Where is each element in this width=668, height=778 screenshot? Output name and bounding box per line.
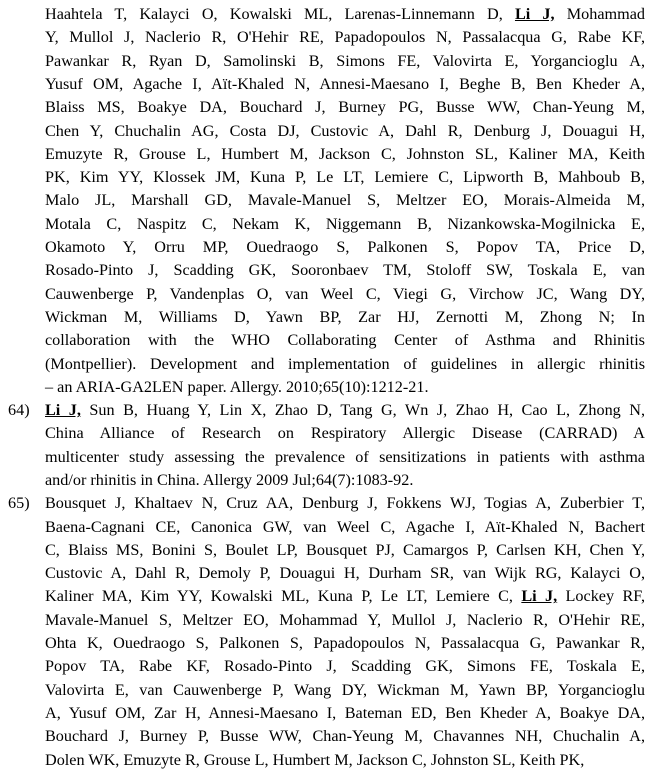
reference-line: – an ARIA-GA2LEN paper. Allergy. 2010;65(10):1212-21. (45, 377, 429, 396)
reference-line: Pawankar R, Ryan D, Samolinski B, Simons FE, Valovirta E, Yorgancioglu A, (45, 51, 645, 70)
reference-line: Popov TA, Rabe KF, Rosado-Pinto J, Scadding GK, Simons FE, Toskala E, (45, 657, 645, 676)
reference-line: Yusuf OM, Agache I, Aït-Khaled N, Annesi-Maesano I, Beghe B, Ben Kheder A, (45, 74, 645, 93)
reference-line: Dolen WK, Emuzyte R, Grouse L, Humbert M, Jackson C, Johnston SL, Keith PK, (45, 750, 585, 769)
highlighted-author: Li J, (521, 587, 558, 606)
reference-number: 65) (8, 494, 30, 513)
highlighted-author: Li J, (45, 401, 81, 420)
reference-line: (Montpellier). Development and implementation of guidelines in allergic rhinitis (45, 354, 645, 373)
reference-line: China Alliance of Research on Respiratory Allergic Disease (CARRAD) A (45, 424, 645, 443)
reference-line: Kaliner MA, Kim YY, Kowalski ML, Kuna P, Le LT, Lemiere C, Li J, Lockey RF, (45, 587, 645, 606)
reference-line: Valovirta E, van Cauwenberge P, Wang DY, Wickman M, Yawn BP, Yorgancioglu (45, 680, 645, 699)
reference-line: PK, Kim YY, Klossek JM, Kuna P, Le LT, Lemiere C, Lipworth B, Mahboub B, (45, 168, 645, 187)
reference-line: multicenter study assessing the prevalence of sensitizations in patients with asthma (45, 447, 645, 466)
reference-line: Rosado-Pinto J, Scadding GK, Sooronbaev TM, Stoloff SW, Toskala E, van (45, 261, 645, 280)
reference-line: A, Yusuf OM, Zar H, Annesi-Maesano I, Bateman ED, Ben Kheder A, Boakye DA, (45, 703, 645, 722)
reference-line: collaboration with the WHO Collaborating Center of Asthma and Rhinitis (45, 331, 645, 350)
reference-line: Wickman M, Williams D, Yawn BP, Zar HJ, Zernotti M, Zhong N; In (45, 307, 645, 326)
reference-line: Emuzyte R, Grouse L, Humbert M, Jackson C, Johnston SL, Kaliner MA, Keith (45, 144, 645, 163)
reference-line: Cauwenberge P, Vandenplas O, van Weel C, Viegi G, Virchow JC, Wang DY, (45, 284, 645, 303)
reference-line: C, Blaiss MS, Bonini S, Boulet LP, Bousquet PJ, Camargos P, Carlsen KH, Chen Y, (45, 540, 645, 559)
reference-line: Motala C, Naspitz C, Nekam K, Niggemann B, Nizankowska-Mogilnicka E, (45, 214, 645, 233)
reference-number: 64) (8, 401, 30, 420)
reference-line: Ohta K, Ouedraogo S, Palkonen S, Papadopoulos N, Passalacqua G, Pawankar R, (45, 634, 645, 653)
reference-line: Malo JL, Marshall GD, Mavale-Manuel S, Meltzer EO, Morais-Almeida M, (45, 191, 645, 210)
reference-line: Chen Y, Chuchalin AG, Costa DJ, Custovic A, Dahl R, Denburg J, Douagui H, (45, 121, 645, 140)
reference-line: Haahtela T, Kalayci O, Kowalski ML, Larenas-Linnemann D, Li J, Mohammad (45, 5, 645, 23)
highlighted-author: Li J, (514, 5, 555, 23)
reference-line: Custovic A, Dahl R, Demoly P, Douagui H, Durham SR, van Wijk RG, Kalayci O, (45, 564, 645, 583)
reference-line: and/or rhinitis in China. Allergy 2009 Jul;64(7):1083-92. (45, 470, 414, 489)
reference-line: Li J, Sun B, Huang Y, Lin X, Zhao D, Tang G, Wn J, Zhao H, Cao L, Zhong N, (45, 401, 645, 420)
reference-line: Bouchard J, Burney P, Busse WW, Chan-Yeung M, Chavannes NH, Chuchalin A, (45, 727, 645, 746)
reference-line: Mavale-Manuel S, Meltzer EO, Mohammad Y, Mullol J, Naclerio R, O'Hehir RE, (45, 610, 645, 629)
reference-line: Blaiss MS, Boakye DA, Bouchard J, Burney PG, Busse WW, Chan-Yeung M, (45, 98, 645, 117)
reference-line: Okamoto Y, Orru MP, Ouedraogo S, Palkonen S, Popov TA, Price D, (45, 238, 645, 256)
reference-line: Bousquet J, Khaltaev N, Cruz AA, Denburg J, Fokkens WJ, Togias A, Zuberbier T, (45, 494, 645, 513)
reference-line: Y, Mullol J, Naclerio R, O'Hehir RE, Papadopoulos N, Passalacqua G, Rabe KF, (45, 28, 645, 47)
reference-line: Baena-Cagnani CE, Canonica GW, van Weel C, Agache I, Aït-Khaled N, Bachert (45, 517, 645, 536)
